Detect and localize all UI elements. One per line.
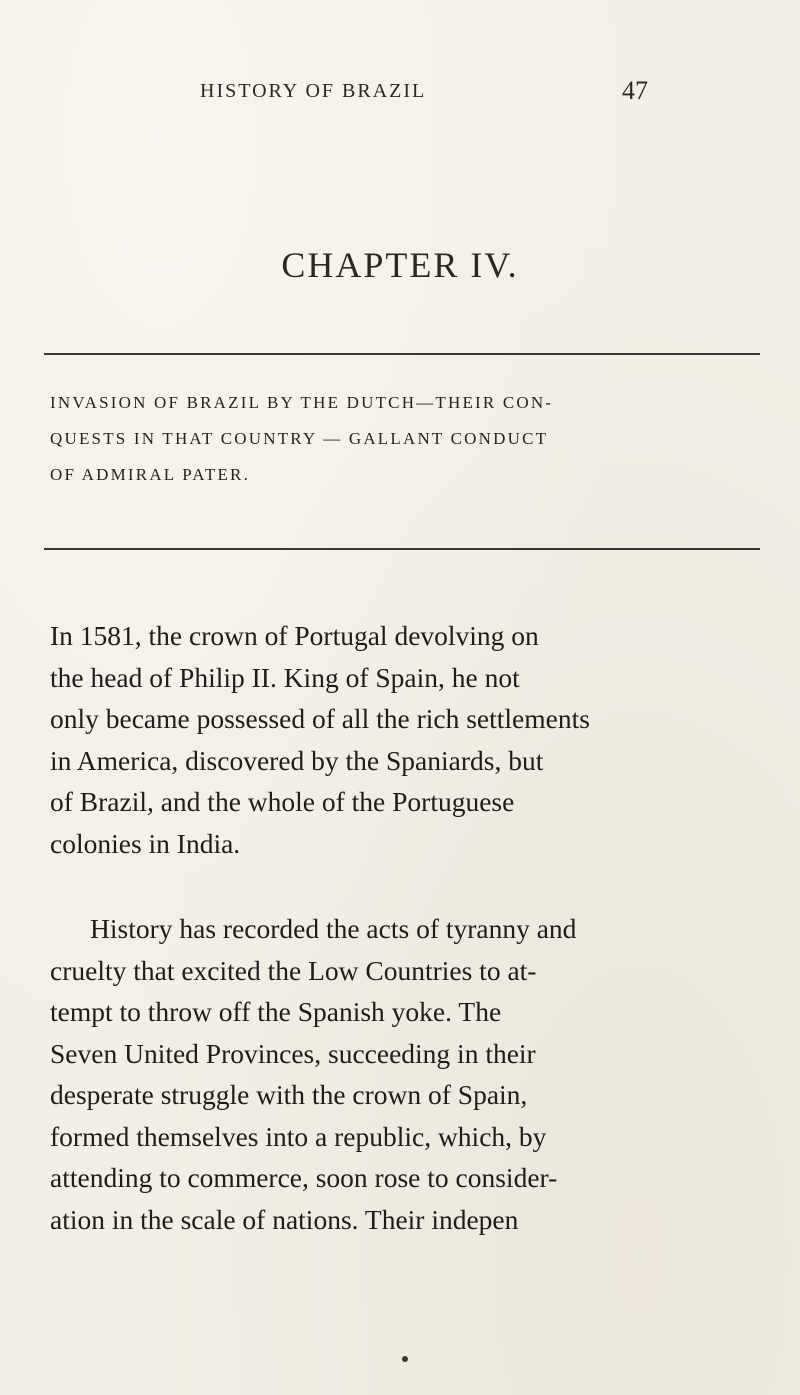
paragraph-line: History has recorded the acts of tyranny and [90, 913, 577, 944]
page-number: 47 [622, 76, 648, 105]
synopsis-line: QUESTS IN THAT COUNTRY — GALLANT CONDUCT [50, 429, 549, 448]
paragraph-line: colonies in India. [50, 827, 241, 859]
paragraph-line: formed themselves into a republic, which, by [50, 1120, 547, 1152]
paragraph-1 [50, 615, 756, 864]
paragraph-line: of Brazil, and the whole of the Portuguese [50, 786, 515, 817]
running-title: HISTORY OF BRAZIL [200, 80, 427, 102]
paragraph-line: desperate struggle with the crown of Spain, [50, 1079, 528, 1110]
chapter-title: CHAPTER IV. [281, 245, 519, 285]
synopsis-line: OF ADMIRAL PATER. [50, 465, 251, 484]
running-head [0, 76, 800, 108]
paragraph-line: attending to commerce, soon rose to consider- [50, 1162, 558, 1193]
paragraph-line: cruelty that excited the Low Countries to at- [50, 954, 537, 986]
paragraph-line: tempt to throw off the Spanish yoke. The [50, 996, 502, 1027]
paragraph-line: only became possessed of all the rich settlements [50, 703, 590, 734]
paragraph-line: ation in the scale of nations. Their indepen [50, 1203, 519, 1235]
top-divider [44, 353, 760, 355]
chapter-synopsis [50, 385, 750, 493]
paragraph-line: Seven United Provinces, succeeding in their [50, 1037, 536, 1069]
ink-speck [402, 1356, 408, 1362]
paragraph-line: In 1581, the crown of Portugal devolving on [50, 620, 539, 651]
paragraph-line: the head of Philip II. King of Spain, he not [50, 661, 520, 693]
paragraph-line: in America, discovered by the Spaniards, but [50, 744, 544, 776]
paragraph-2 [50, 908, 756, 1240]
bottom-divider [44, 548, 760, 550]
synopsis-line: INVASION OF BRAZIL BY THE DUTCH—THEIR CON- [50, 393, 554, 412]
